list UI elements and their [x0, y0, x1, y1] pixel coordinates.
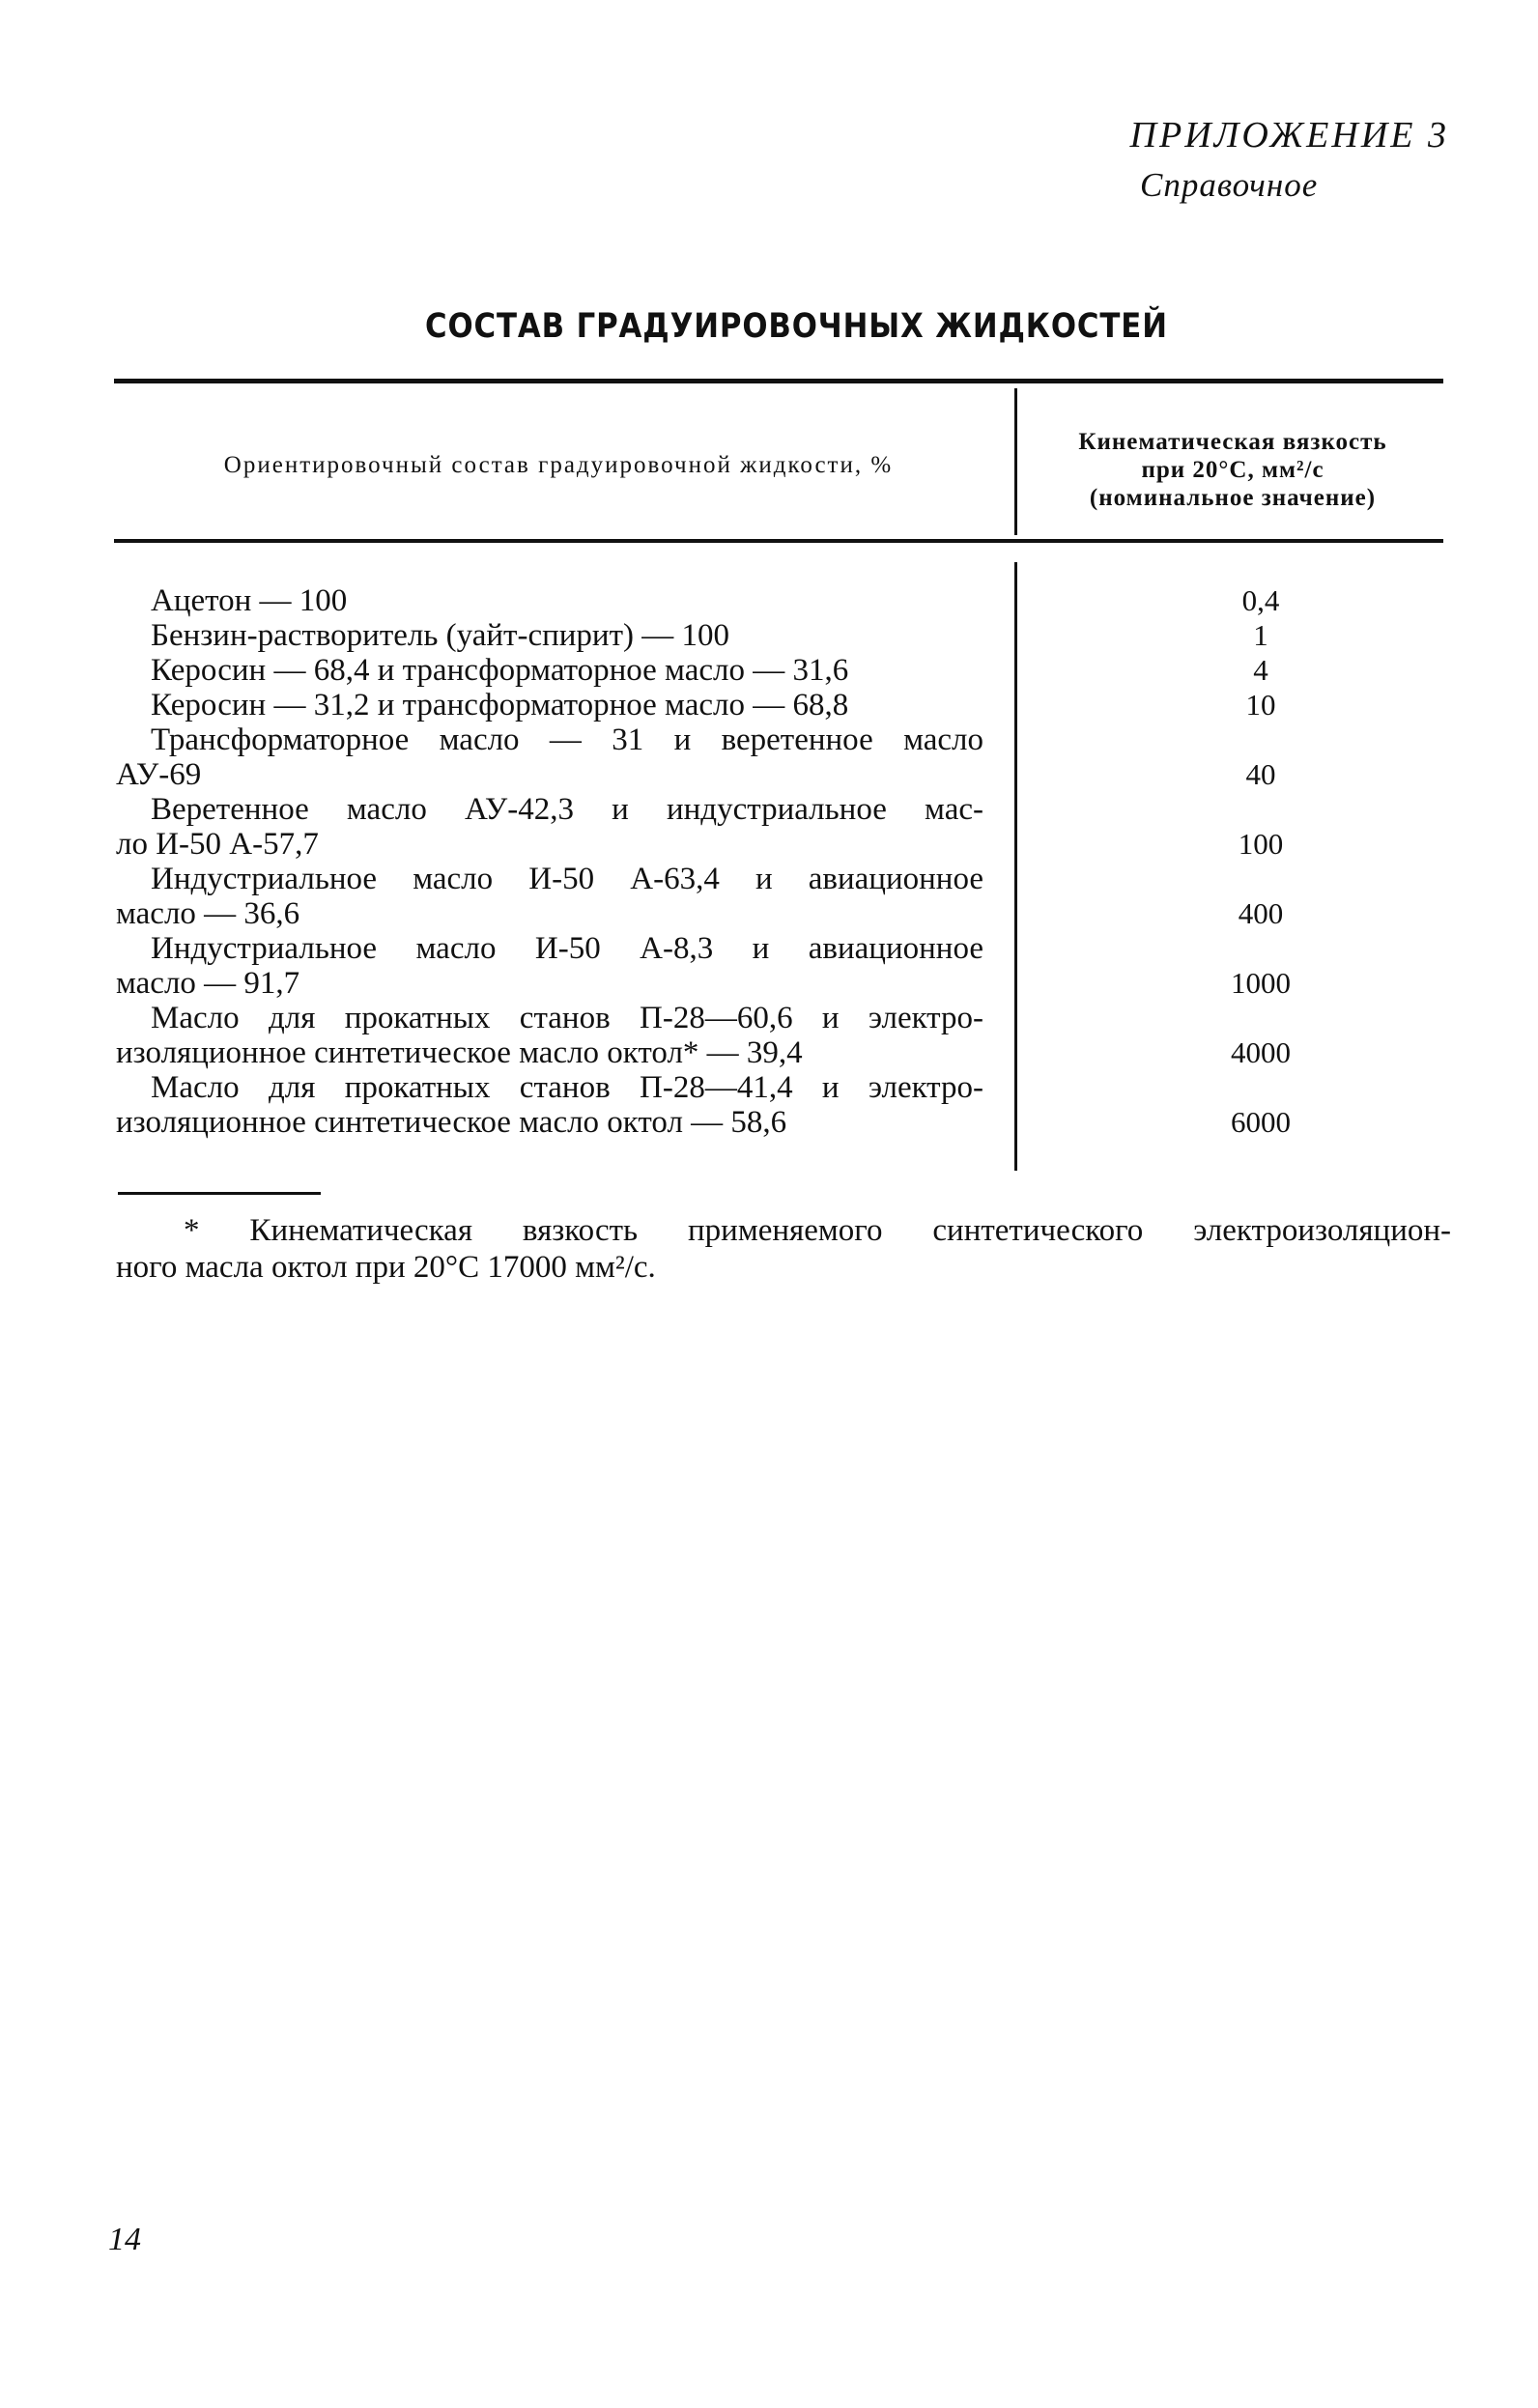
footnote-line: ного масла октол при 20°С 17000 мм²/с.: [116, 1250, 656, 1285]
table-header-viscosity-line: Кинематическая вязкость: [1078, 429, 1387, 455]
composition-cell: [116, 1070, 983, 1140]
composition-cell: [116, 722, 983, 792]
composition-cell: [116, 583, 985, 618]
table-top-rule: [114, 379, 1443, 383]
composition-line: изоляционное синтетическое масло октол — 58,6: [116, 1105, 787, 1140]
viscosity-cell: 1000: [1231, 966, 1291, 1000]
table-header-viscosity-line: (номинальное значение): [1089, 485, 1377, 511]
table-header-composition: Ориентировочный состав градуировочной жидкости, %: [223, 452, 894, 478]
appendix-subtitle: Справочное: [1140, 166, 1319, 204]
table-header-viscosity: [1020, 428, 1445, 512]
composition-line: Керосин — 68,4 и трансформаторное масло — 31,6: [151, 653, 849, 688]
composition-line: масло — 91,7: [116, 966, 300, 1001]
footnote-line: * Кинематическая вязкость применяемого синтетического электроизоляцион-: [184, 1213, 1451, 1248]
composition-line: ло И-50 А-57,7: [116, 827, 319, 862]
document-heading: СОСТАВ ГРАДУИРОВОЧНЫХ ЖИДКОСТЕЙ: [425, 307, 1168, 346]
composition-line: Ацетон — 100: [151, 583, 348, 618]
composition-line: Индустриальное масло И-50 А-8,3 и авиационное: [151, 931, 983, 966]
composition-line: Масло для прокатных станов П-28—60,6 и электро-: [151, 1001, 983, 1035]
viscosity-cell: 100: [1238, 827, 1284, 861]
composition-cell: [116, 688, 985, 722]
composition-line: Керосин — 31,2 и трансформаторное масло — 68,8: [151, 688, 849, 722]
composition-cell: [116, 862, 983, 931]
composition-line: Бензин-растворитель (уайт-спирит) — 100: [151, 618, 729, 653]
composition-cell: [116, 653, 985, 688]
composition-line: Веретенное масло АУ-42,3 и индустриальное мас-: [151, 792, 983, 827]
composition-line: Трансформаторное масло — 31 и веретенное масло: [151, 722, 983, 757]
footnote: [116, 1212, 1451, 1286]
table-column-divider-header: [1014, 388, 1017, 535]
viscosity-cell: 40: [1245, 757, 1276, 791]
viscosity-cell: 10: [1245, 688, 1276, 722]
composition-line: Масло для прокатных станов П-28—41,4 и электро-: [151, 1070, 983, 1105]
composition-line: изоляционное синтетическое масло октол* — 39,4: [116, 1035, 803, 1070]
composition-line: Индустриальное масло И-50 А-63,4 и авиационное: [151, 862, 983, 896]
viscosity-cell: 1: [1253, 618, 1268, 652]
viscosity-cell: 400: [1238, 896, 1284, 930]
composition-cell: [116, 931, 983, 1001]
page-number: 14: [108, 2222, 141, 2257]
composition-cell: [116, 618, 985, 653]
footnote-rule: [118, 1192, 321, 1195]
viscosity-cell: 0,4: [1241, 583, 1280, 617]
composition-cell: [116, 792, 983, 862]
table-header-bottom-rule: [114, 539, 1443, 543]
composition-line: масло — 36,6: [116, 896, 300, 931]
composition-line: АУ-69: [116, 757, 202, 792]
table-column-divider-body: [1014, 562, 1017, 1171]
viscosity-cell: 4000: [1231, 1035, 1291, 1069]
table-header-viscosity-line: при 20°С, мм²/с: [1141, 457, 1324, 483]
appendix-title: ПРИЛОЖЕНИЕ 3: [1129, 115, 1449, 156]
composition-cell: [116, 1001, 983, 1070]
viscosity-cell: 4: [1253, 653, 1268, 687]
viscosity-cell: 6000: [1231, 1105, 1291, 1139]
